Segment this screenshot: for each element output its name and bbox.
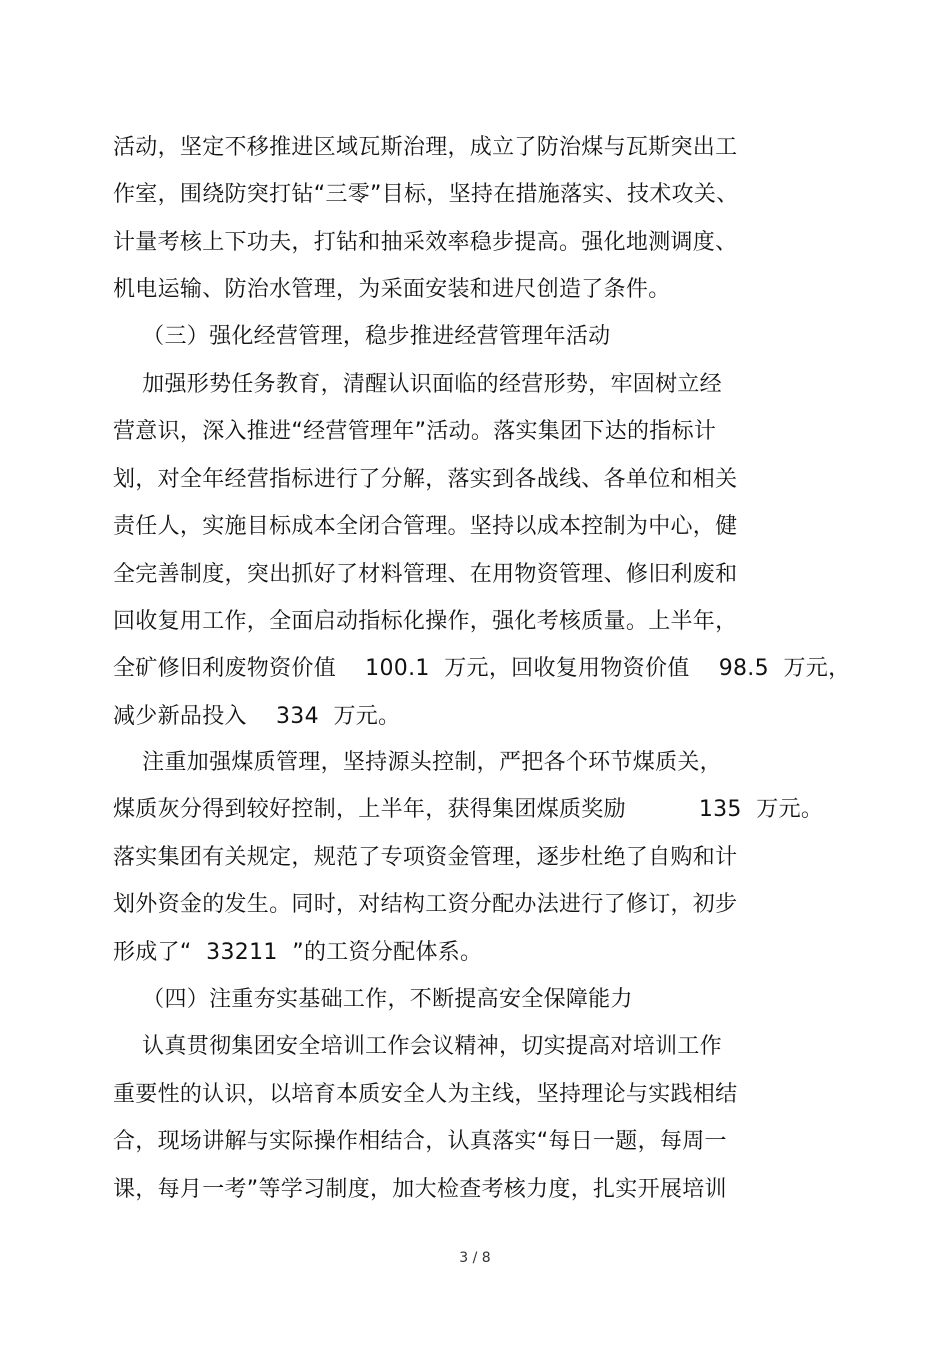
body-line-8: 划，对全年经营指标进行了分解，落实到各战线、各单位和相关 bbox=[113, 467, 738, 492]
body-line-20: 认真贯彻集团安全培训工作会议精神，切实提高对培训工作 bbox=[113, 1034, 722, 1059]
body-line-4: 机电运输、防治水管理，为采面安装和进尺创造了条件。 bbox=[113, 277, 671, 302]
body-line-23: 课，每月一考”等学习制度，加大检查考核力度，扎实开展培训 bbox=[113, 1177, 727, 1202]
body-line-17: 划外资金的发生。同时，对结构工资分配办法进行了修订，初步 bbox=[113, 892, 738, 917]
body-line-12: 全矿修旧利废物资价值 100.1 万元，回收复用物资价值 98.5 万元， bbox=[113, 656, 851, 681]
body-line-1: 活动，坚定不移推进区域瓦斯治理，成立了防治煤与瓦斯突出工 bbox=[113, 135, 738, 160]
body-line-3: 计量考核上下功夫，打钻和抽采效率稳步提高。强化地测调度、 bbox=[113, 230, 738, 255]
body-line-21: 重要性的认识，以培育本质安全人为主线，坚持理论与实践相结 bbox=[113, 1082, 738, 1107]
body-line-2: 作室，围绕防突打钻“三零”目标，坚持在措施落实、技术攻关、 bbox=[113, 182, 739, 207]
section-heading-3: （三）强化经营管理，稳步推进经营管理年活动 bbox=[113, 324, 611, 349]
body-line-22: 合，现场讲解与实际操作相结合，认真落实“每日一题，每周一 bbox=[113, 1129, 727, 1154]
body-line-18: 形成了“ 33211 ”的工资分配体系。 bbox=[113, 940, 483, 965]
body-line-11: 回收复用工作，全面启动指标化操作，强化考核质量。上半年， bbox=[113, 609, 738, 634]
body-line-15: 煤质灰分得到较好控制，上半年，获得集团煤质奖励 135 万元。 bbox=[113, 797, 824, 822]
body-line-14: 注重加强煤质管理，坚持源头控制，严把各个环节煤质关， bbox=[113, 750, 722, 775]
section-heading-4: （四）注重夯实基础工作，不断提高安全保障能力 bbox=[113, 987, 633, 1012]
body-line-10: 全完善制度，突出抓好了材料管理、在用物资管理、修旧利废和 bbox=[113, 562, 738, 587]
page-number: 3 / 8 bbox=[459, 1250, 491, 1266]
body-line-13: 减少新品投入 334 万元。 bbox=[113, 704, 401, 729]
body-line-6: 加强形势任务教育，清醒认识面临的经营形势，牢固树立经 bbox=[113, 372, 722, 397]
body-line-7: 营意识，深入推进“经营管理年”活动。落实集团下达的指标计 bbox=[113, 419, 717, 444]
body-line-9: 责任人，实施目标成本全闭合管理。坚持以成本控制为中心，健 bbox=[113, 514, 738, 539]
body-line-16: 落实集团有关规定，规范了专项资金管理，逐步杜绝了自购和计 bbox=[113, 845, 738, 870]
